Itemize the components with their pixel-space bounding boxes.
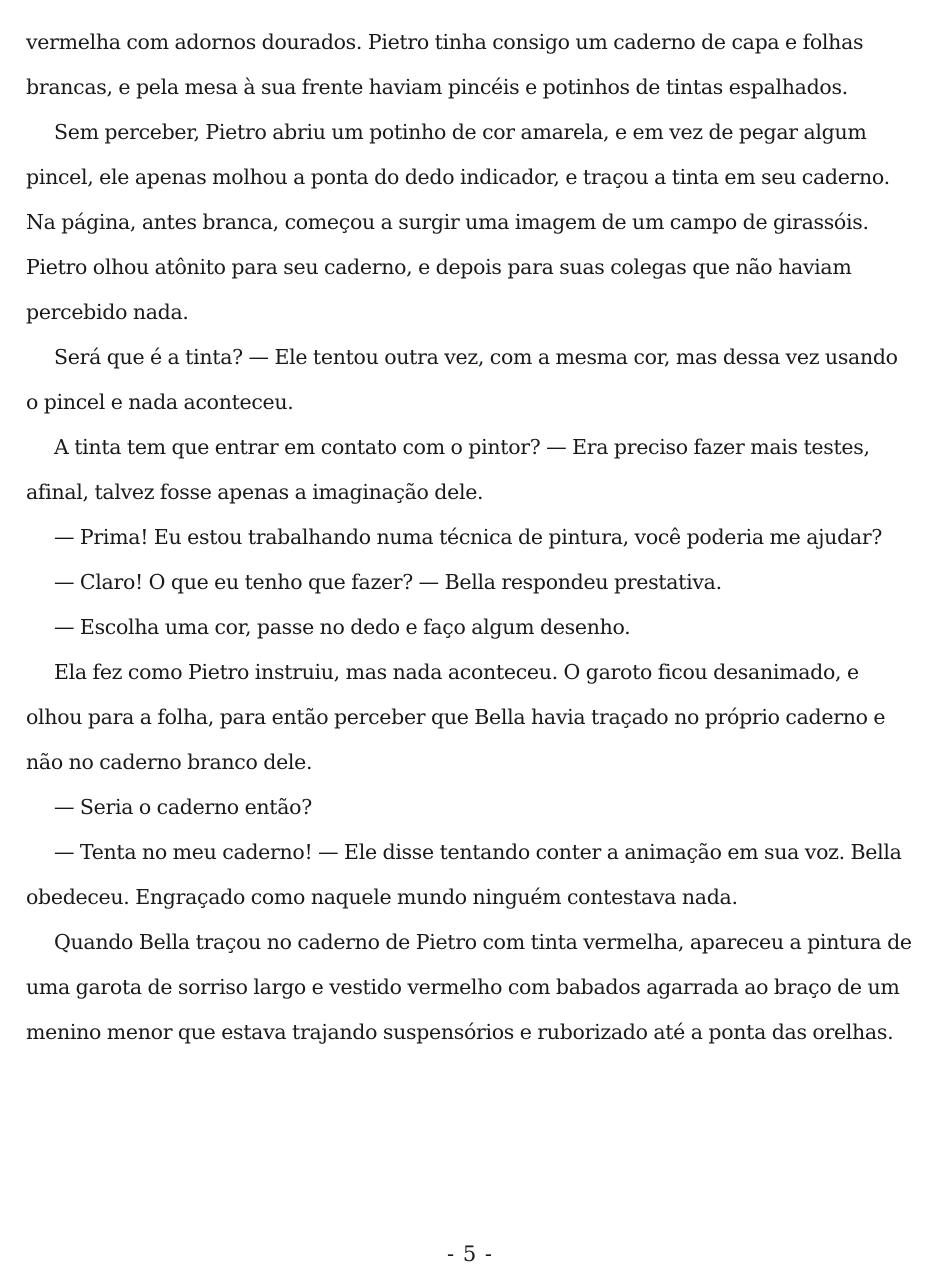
paragraph-6: — Claro! O que eu tenho que fazer? — Bella respondeu prestativa. [54, 570, 722, 594]
paragraph-3: Será que é a tinta? — Ele tentou outra vez, com a mesma cor, mas dessa vez usando o pincel e nada aconteceu. [26, 345, 898, 414]
paragraph-4: A tinta tem que entrar em contato com o pintor? — Era preciso fazer mais testes, afinal, talvez fosse apenas a imaginação dele. [26, 435, 870, 504]
paragraph-7: — Escolha uma cor, passe no dedo e faço algum desenho. [54, 615, 631, 639]
paragraph-11: Quando Bella traçou no caderno de Pietro com tinta vermelha, apareceu a pintura de uma garota de sorriso largo e vestido vermelho com babados agarrada ao braço de um menino menor que estava trajando suspensórios e ruborizado até a ponta das orelhas. [26, 930, 912, 1044]
page-body [26, 20, 912, 1055]
paragraph-9: — Seria o caderno então? [54, 795, 312, 819]
page-number: - 5 - [447, 1242, 493, 1266]
paragraph-10: — Tenta no meu caderno! — Ele disse tentando conter a animação em sua voz. Bella obedeceu. Engraçado como naquele mundo ninguém contestava nada. [26, 840, 902, 909]
paragraph-8: Ela fez como Pietro instruiu, mas nada aconteceu. O garoto ficou desanimado, e olhou para a folha, para então perceber que Bella havia traçado no próprio caderno e não no caderno branco dele. [26, 660, 886, 774]
paragraph-2: Sem perceber, Pietro abriu um potinho de cor amarela, e em vez de pegar algum pincel, ele apenas molhou a ponta do dedo indicador, e traçou a tinta em seu caderno. Na página, antes branca, começou a surgir uma imagem de um campo de girassóis. Pietro olhou atônito para seu caderno, e depois para suas colegas que não haviam percebido nada. [26, 120, 890, 324]
paragraph-1: vermelha com adornos dourados. Pietro tinha consigo um caderno de capa e folhas brancas, e pela mesa à sua frente haviam pincéis e potinhos de tintas espalhados. [26, 30, 864, 99]
paragraph-5: — Prima! Eu estou trabalhando numa técnica de pintura, você poderia me ajudar? [54, 525, 883, 549]
